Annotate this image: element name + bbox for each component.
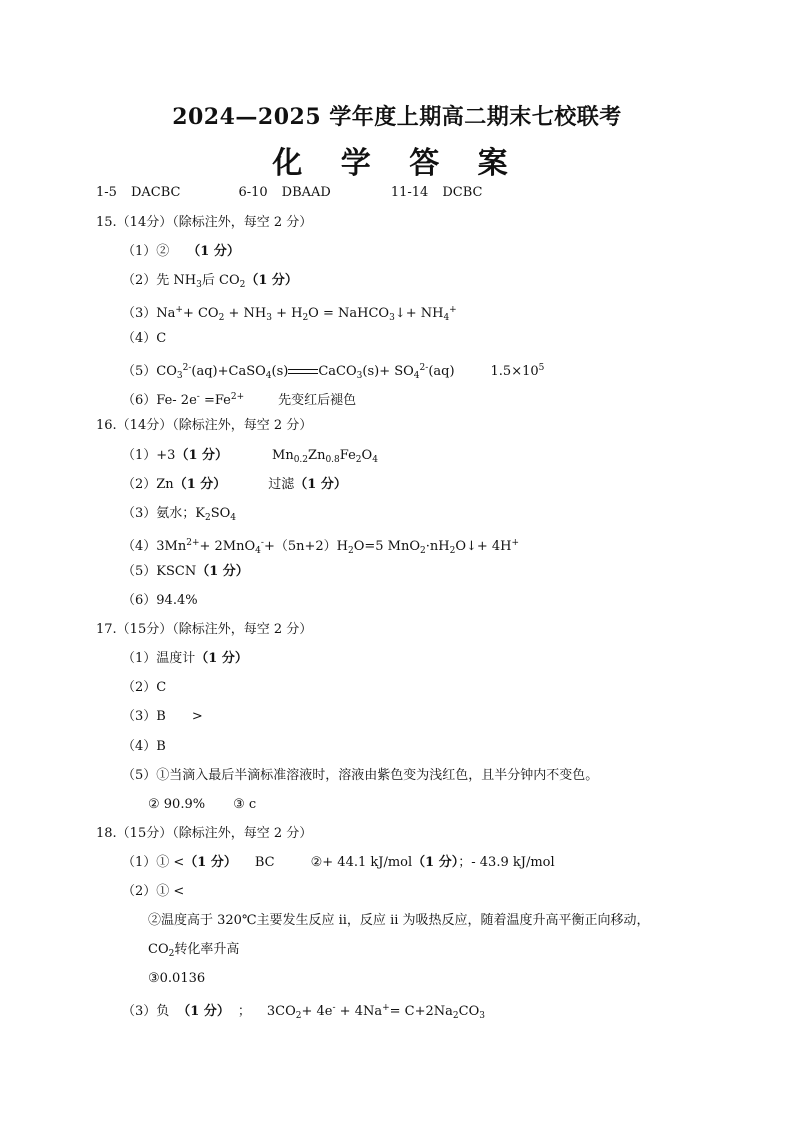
text-fragment: Fe xyxy=(339,448,356,463)
text-fragment: > xyxy=(191,709,203,724)
text-fragment: （6）Fe- 2e xyxy=(122,393,197,408)
q17-answer-2: （2）C xyxy=(122,680,167,695)
text-fragment: （3）负 xyxy=(122,1004,170,1019)
text-fragment: （3）B xyxy=(122,709,166,724)
q17-answer-5-sub xyxy=(148,796,256,814)
text-fragment: + xyxy=(449,305,457,315)
text-fragment: 2 xyxy=(355,455,362,465)
text-fragment: 0.2 xyxy=(293,455,309,465)
text-fragment: = C+2Na xyxy=(389,1004,453,1019)
multiple-choice-answers xyxy=(96,184,482,202)
text-fragment: 0.8 xyxy=(325,455,340,465)
q18-answer-2-explanation: ②温度高于 320℃主要发生反应 ii，反应 ii 为吸热反应，随着温度升高平衡正向移动， xyxy=(148,913,650,928)
text-fragment: (aq)+CaSO xyxy=(191,364,266,379)
text-fragment: +（5n+2）H xyxy=(263,539,348,554)
text-fragment: 4 xyxy=(443,313,450,323)
text-fragment: 4 xyxy=(255,546,261,556)
text-fragment: + NH xyxy=(224,306,267,321)
text-fragment: 3 xyxy=(196,280,202,290)
text-fragment: 3 xyxy=(356,371,363,381)
text-fragment: 1.5×10 xyxy=(490,364,539,379)
text-fragment: 转化率升高 xyxy=(174,942,240,957)
text-fragment: 2+ xyxy=(186,538,200,548)
text-fragment: 3 xyxy=(389,313,395,323)
text-fragment: ； xyxy=(237,1004,251,1019)
equilibrium-arrow-icon xyxy=(288,368,318,376)
text-fragment: SO xyxy=(210,506,231,521)
text-fragment: (s)+ SO xyxy=(362,364,414,379)
q17-answer-5: （5）①当滴入最后半滴标准溶液时，溶液由紫色变为浅红色，且半分钟内不变色。 xyxy=(122,768,599,783)
text-fragment: 2 xyxy=(302,313,309,323)
text-fragment: （1 分） xyxy=(173,477,227,492)
text-fragment: 2 xyxy=(452,1011,459,1021)
q15-answer-6 xyxy=(122,388,356,410)
text-fragment: BC xyxy=(254,855,275,870)
text-fragment: + 2MnO xyxy=(199,539,256,554)
q15-header: 15.（14分）（除标注外，每空 2 分） xyxy=(96,215,313,230)
text-fragment: CO xyxy=(148,942,169,957)
text-fragment: ②+ 44.1 kJ/mol xyxy=(310,855,413,870)
text-fragment: 5 xyxy=(538,363,545,373)
text-fragment: 2 xyxy=(420,546,426,556)
text-fragment: Mn xyxy=(272,448,294,463)
text-fragment: 2 xyxy=(449,546,456,556)
text-fragment: O↓+ 4H xyxy=(455,539,512,554)
text-fragment: （1 分） xyxy=(187,244,240,259)
q16-answer-5 xyxy=(122,563,249,581)
text-fragment: + xyxy=(382,1003,390,1013)
text-fragment: ② 90.9% xyxy=(148,797,206,812)
q16-answer-2 xyxy=(122,476,347,494)
q18-header: 18.（15分）（除标注外，每空 2 分） xyxy=(96,826,313,841)
text-fragment: 3 xyxy=(176,371,183,381)
text-fragment: 2 xyxy=(347,546,354,556)
text-fragment: 2 xyxy=(218,313,225,323)
q18-answer-2-explanation-cont xyxy=(148,941,239,963)
text-fragment: （4）3Mn xyxy=(122,539,187,554)
text-fragment: O=5 MnO xyxy=(353,539,421,554)
q18-answer-2-part3: ③0.0136 xyxy=(148,971,206,986)
text-fragment: + 4Na xyxy=(335,1004,383,1019)
q17-answer-3 xyxy=(122,708,203,726)
text-fragment: 2 xyxy=(168,949,175,959)
text-fragment: （1 分） xyxy=(177,1004,230,1019)
text-fragment: =Fe xyxy=(199,393,231,408)
text-fragment: 后 CO xyxy=(201,273,240,288)
q16-answer-1 xyxy=(122,447,378,469)
text-fragment: + 4e xyxy=(301,1004,333,1019)
q15-answer-2 xyxy=(122,272,298,294)
text-fragment: 4 xyxy=(372,455,378,465)
text-fragment: （2）Zn xyxy=(122,477,174,492)
q16-header: 16.（14分）（除标注外，每空 2 分） xyxy=(96,418,313,433)
page-subtitle: 化 学 答 案 xyxy=(272,146,522,181)
mc-answers-1: DACBC xyxy=(130,185,181,200)
q18-answer-3 xyxy=(122,999,485,1025)
text-fragment: 4 xyxy=(413,371,420,381)
text-fragment: 2 xyxy=(239,280,246,290)
text-fragment: （1 分） xyxy=(175,448,229,463)
text-fragment: （1 分） xyxy=(196,564,249,579)
text-fragment: CO xyxy=(458,1004,480,1019)
text-fragment: - xyxy=(332,1003,336,1013)
text-fragment: 3 xyxy=(479,1011,485,1021)
text-fragment: O xyxy=(361,448,373,463)
q15-answer-4: （4）C xyxy=(122,331,167,346)
text-fragment: 2- xyxy=(419,363,429,373)
text-fragment: - xyxy=(260,538,264,548)
text-fragment: 2- xyxy=(182,363,192,373)
mc-answers-2: DBAAD xyxy=(281,185,331,200)
q16-answer-3 xyxy=(122,505,236,527)
text-fragment: 2 xyxy=(295,1011,302,1021)
text-fragment: （1）① < xyxy=(122,855,185,870)
text-fragment: （3）Na xyxy=(122,306,176,321)
text-fragment: （1 分） xyxy=(245,273,298,288)
text-fragment: O = NaHCO xyxy=(308,306,390,321)
q16-answer-4 xyxy=(122,534,519,560)
text-fragment: 3CO xyxy=(266,1004,296,1019)
mc-range-1: 1-5 xyxy=(96,185,117,200)
text-fragment: 过滤 xyxy=(268,477,295,492)
q17-answer-1 xyxy=(122,650,248,668)
mc-range-3: 11-14 xyxy=(390,185,429,200)
text-fragment: + xyxy=(511,538,520,548)
text-fragment: + CO xyxy=(182,306,219,321)
text-fragment: （1 分） xyxy=(184,855,237,870)
q15-answer-1 xyxy=(122,243,240,261)
text-fragment: + xyxy=(175,305,183,315)
q18-answer-2: （2）① < xyxy=(122,884,185,899)
page-title: 2024—2025 学年度上期高二期末七校联考 xyxy=(172,104,622,130)
q17-answer-4: （4）B xyxy=(122,739,166,754)
text-fragment: （3）氨水；K xyxy=(122,506,205,521)
mc-range-2: 6-10 xyxy=(238,185,268,200)
text-fragment: （5）KSCN xyxy=(122,564,197,579)
text-fragment: (aq) xyxy=(428,364,455,379)
text-fragment: （2）先 NH xyxy=(122,273,197,288)
text-fragment: 4 xyxy=(265,371,272,381)
q17-header: 17.（15分）（除标注外，每空 2 分） xyxy=(96,622,313,637)
text-fragment: ↓+ NH xyxy=(394,306,444,321)
text-fragment: Zn xyxy=(308,448,326,463)
text-fragment: （1 分） xyxy=(294,477,347,492)
text-fragment: （1）② xyxy=(122,244,170,259)
text-fragment: ；- 43.9 kJ/mol xyxy=(458,855,555,870)
text-fragment: 先变红后褪色 xyxy=(278,393,357,408)
text-fragment: 2 xyxy=(204,513,211,523)
text-fragment: （1）+3 xyxy=(122,448,176,463)
q18-answer-1 xyxy=(122,854,555,872)
text-fragment: （1）温度计 xyxy=(122,651,196,666)
text-fragment: (s) xyxy=(271,364,289,379)
text-fragment: 3 xyxy=(266,313,272,323)
mc-answers-3: DCBC xyxy=(442,185,483,200)
q15-answer-3 xyxy=(122,301,457,327)
text-fragment: ③ c xyxy=(233,797,257,812)
q16-answer-6: （6）94.4% xyxy=(122,593,198,608)
text-fragment: （5）CO xyxy=(122,364,177,379)
text-fragment: （1 分） xyxy=(412,855,459,870)
text-fragment: CaCO xyxy=(318,364,357,379)
q15-answer-5 xyxy=(122,359,544,385)
text-fragment: - xyxy=(196,392,200,402)
text-fragment: 4 xyxy=(230,513,237,523)
text-fragment: ·nH xyxy=(425,539,450,554)
text-fragment: 2+ xyxy=(230,392,245,402)
text-fragment: + H xyxy=(271,306,303,321)
text-fragment: （1 分） xyxy=(195,651,248,666)
